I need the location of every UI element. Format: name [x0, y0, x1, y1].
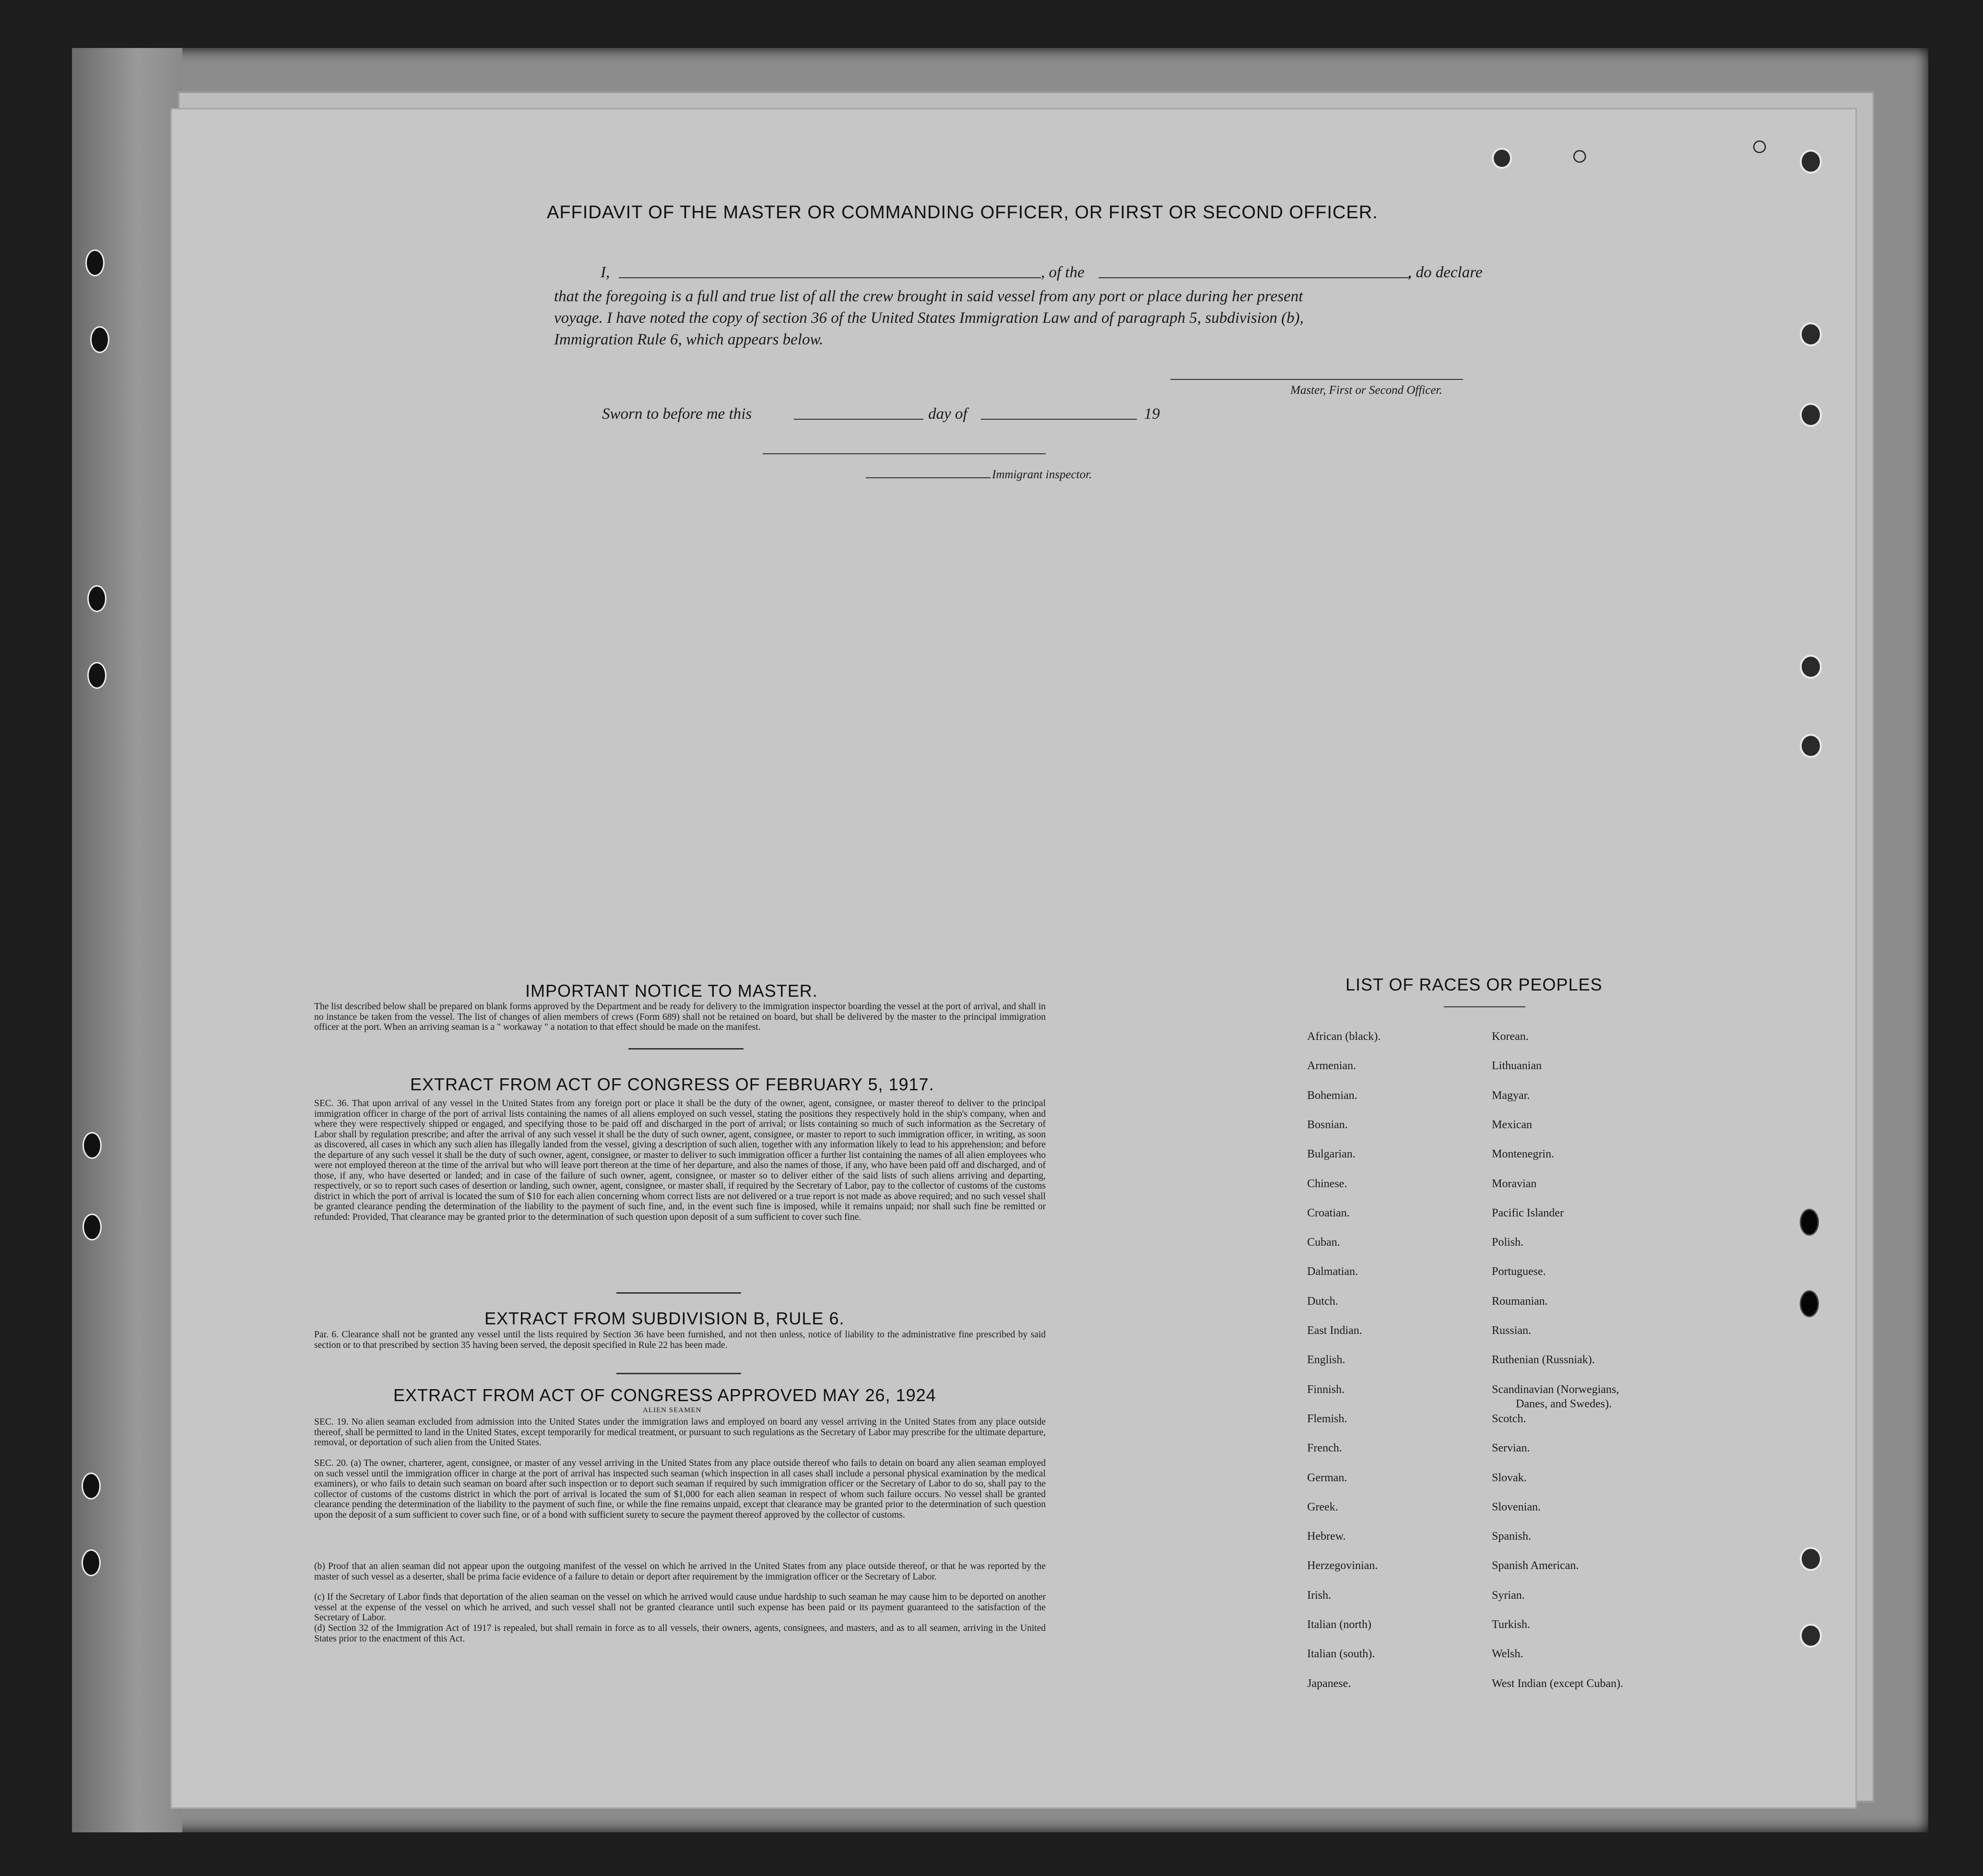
divider [1444, 1006, 1525, 1007]
race-item: English. [1307, 1354, 1346, 1367]
race-item: Danes, and Swedes). [1516, 1397, 1612, 1410]
race-item: Syrian. [1492, 1589, 1525, 1602]
race-item: Slovak. [1492, 1471, 1527, 1484]
sec-20d: (d) Section 32 of the Immigration Act of 1917 is repealed, but shall remain in force as to all vessels, their owners, agents, consignees, and masters, and as to all seamen, arriving in the United States prior to the enactment of this Act. [314, 1623, 1046, 1644]
race-item: Scotch. [1492, 1412, 1526, 1425]
race-item: Japanese. [1307, 1677, 1351, 1690]
binder-hole [82, 1549, 101, 1576]
binder-hole [90, 326, 109, 353]
race-item: Korean. [1492, 1030, 1529, 1043]
punch-hole [1800, 1290, 1819, 1317]
sworn-to-label: Sworn to before me this [602, 405, 752, 423]
race-item: West Indian (except Cuban). [1492, 1677, 1623, 1690]
race-item: Cuban. [1307, 1236, 1340, 1249]
race-item: Mexican [1492, 1118, 1532, 1131]
sec-19: SEC. 19. No alien seaman excluded from admission into the United States under the immigration laws and employed on board any vessel arriving in the United States from any place outside thereof, shall be permitted to land in the United States, except temporarily for medical treatment, or pursuant to such regulations as the Secretary of Labor may prescribe for the ultimate departure, removal, or deportation of such alien from the United States. [314, 1417, 1046, 1448]
sec-20b: (b) Proof that an alien seaman did not appear upon the outgoing manifest of the vessel on which he arrived in the United States from any place outside thereof, or that he was reported by the master of such vessel as a deserter, shall be prima facie evidence of a failure to detain or deport after requirement by the immigration officer or the Secretary of Labor. [314, 1561, 1046, 1582]
race-item: East Indian. [1307, 1324, 1362, 1337]
manifest-page [170, 108, 1857, 1809]
extract-1917-body: SEC. 36. That upon arrival of any vessel in the United States from any foreign port or place it shall be the duty of the owner, agent, consignee, or master thereof to deliver to the principal immigration officer in charge of the port of arrival lists containing the names of all aliens employed on such vessel, stating the positions they respectively hold in the ship's company, when and where they were respectively shipped or engaged, and specifying those to be paid off and discharged in the port of arrival; or lists containing so much of such information as the Secretary of Labor shall by regulation prescribe; and after the arrival of any such vessel it shall be the duty of such owner, agent, consignee, or master to report to such immigration officer, in writing, as soon as discovered, all cases in which any such alien has illegally landed from the vessel, giving a description of such alien, together with any information likely to lead to his apprehension; and before the departure of any such vessel it shall be the duty of such owner, agent, consignee, or master to deliver to such immigration officer a further list containing the names of all alien employees who were not employed thereon at the time of the arrival but who will leave port thereon at the time of her departure, and also the names of those, if any, who have been paid off and discharged, and of those, if any, who have deserted or landed; and in case of the failure of such owner, agent, consignee, or master so to deliver either of the said lists of such aliens arriving and departing, respectively, or so to report such cases of desertion or landing, such owner, agent, consignee, or master shall, if required by the Secretary of Labor, pay to the collector of customs of the customs district in which the port of arrival is located the sum of $10 for each alien concerning whom correct lists are not delivered or a true report is not made as above required; and no such vessel shall be granted clearance pending the determination of the liability to the payment of such fine, and, in the event such fine is imposed, while it remains unpaid; nor shall such fine be remitted or refunded: Provided, That clearance may be granted prior to the determination of such question upon deposit of a sum sufficient to cover such fine. [314, 1098, 1046, 1222]
handwritten-mark: ○ [1751, 130, 1769, 162]
race-item: Chinese. [1307, 1177, 1347, 1190]
name-field-line [619, 277, 1041, 278]
race-item: Italian (north) [1307, 1618, 1371, 1631]
handwritten-mark: ○ [1571, 140, 1589, 171]
race-item: Pacific Islander [1492, 1206, 1564, 1219]
divider [616, 1292, 741, 1294]
binder-hole [82, 1473, 101, 1499]
race-item: Irish. [1307, 1589, 1331, 1602]
binder-hole [87, 662, 106, 689]
race-item: Dutch. [1307, 1295, 1338, 1308]
race-item: Roumanian. [1492, 1295, 1548, 1308]
sec-20a: SEC. 20. (a) The owner, charterer, agent, consignee, or master of any vessel arriving in the United States from any place outside thereof who fails to detain on board any alien seaman employed on such vessel until the immigration officer in charge at the port of arrival has inspected such seaman (which inspection in all cases shall include a personal physical examination by the medical examiners), or who fails to detain such seaman on board after such inspection or to deport such seaman if required by such immigration officer or the Secretary of Labor to do so, shall pay to the collector of customs of the customs district in which the port of arrival is located the sum of $1,000 for each alien seaman in respect of whom such failure occurs. No vessel shall be granted clearance pending the determination of the liability to the payment of such fine, or while the fine remains unpaid, except that clearance may be granted prior to the determination of such question upon the deposit of a sum sufficient to cover such fine, or of a bond with sufficient surety to secure the payment thereof approved by the collector of customs. [314, 1458, 1046, 1520]
race-item: Russian. [1492, 1324, 1532, 1337]
race-item: Finnish. [1307, 1383, 1345, 1396]
race-item: German. [1307, 1471, 1347, 1484]
extract-1924-subtitle: ALIEN SEAMEN [643, 1406, 702, 1414]
race-item: Portuguese. [1492, 1265, 1546, 1278]
punch-hole [1492, 148, 1512, 169]
signature-caption: Master, First or Second Officer. [1290, 384, 1442, 397]
affidavit-line-4: Immigration Rule 6, which appears below. [554, 331, 824, 348]
inspector-caption: Immigrant inspector. [992, 468, 1092, 481]
month-field-line [981, 419, 1137, 420]
binder-hole [83, 1214, 102, 1240]
race-item: Hebrew. [1307, 1530, 1346, 1543]
notice-body: The list described below shall be prepared on blank forms approved by the Department and be ready for delivery to the immigration inspector boarding the vessel at the port of arrival, and shall in no instance be taken from the vessel. The list of changes of alien members of crews (Form 689) shall not be retained on board, but shall be delivered by the master to the principal immigration officer at the port. When an arriving seaman is a " workaway " a notation to that effect should be made on the manifest. [314, 1002, 1046, 1032]
punch-hole [1800, 1547, 1822, 1571]
race-item: Bohemian. [1307, 1089, 1357, 1102]
punch-hole [1800, 1209, 1819, 1236]
binder-hole [83, 1132, 102, 1159]
binder-hole [87, 585, 106, 612]
extract-1917-title: EXTRACT FROM ACT OF CONGRESS OF FEBRUARY 5, 1917. [410, 1074, 934, 1094]
race-item: Bosnian. [1307, 1118, 1348, 1131]
race-item: Magyar. [1492, 1089, 1530, 1102]
notice-title: IMPORTANT NOTICE TO MASTER. [525, 981, 818, 1001]
race-item: Ruthenian (Russniak). [1492, 1354, 1595, 1367]
punch-hole [1800, 734, 1822, 758]
race-item: Slovenian. [1492, 1500, 1541, 1513]
race-item: Moravian [1492, 1177, 1537, 1190]
race-item: Servian. [1492, 1442, 1530, 1455]
affidavit-line-3: voyage. I have noted the copy of section 36 of the United States Immigration Law and of paragraph 5, subdivision (b), [554, 309, 1304, 327]
race-item: Scandinavian (Norwegians, [1492, 1383, 1619, 1396]
race-item: Croatian. [1307, 1206, 1350, 1219]
extract-rule6-body: Par. 6. Clearance shall not be granted any vessel until the lists required by Section 36 have been furnished, and not then unless, notice of liability to the administrative fine prescribed by said section or to that prescribed by section 35 having been served, the deposit specified in Rule 22 has been made. [314, 1330, 1046, 1350]
signature-line [1170, 379, 1463, 380]
race-item: Dalmatian. [1307, 1265, 1358, 1278]
divider [628, 1048, 744, 1050]
sec-20c: (c) If the Secretary of Labor finds that deportation of the alien seaman on the vessel on which he arrived would cause undue hardship to such seaman he may cause him to be deported on another vessel at the expense of the vessel on which he arrived, and such vessel shall not be granted clearance until such expense has been paid or its payment guaranteed to the satisfaction of the Secretary of Labor. [314, 1592, 1046, 1623]
binder-hole [85, 249, 105, 276]
extract-1924-title: EXTRACT FROM ACT OF CONGRESS APPROVED MAY 26, 1924 [393, 1385, 936, 1405]
affidavit-i: I, [601, 264, 610, 281]
affidavit-of-the: , of the [1041, 264, 1085, 281]
race-item: African (black). [1307, 1030, 1381, 1043]
race-item: Bulgarian. [1307, 1148, 1356, 1161]
race-item: Turkish. [1492, 1618, 1530, 1631]
inspector-line-1 [763, 453, 1046, 454]
extract-rule6-title: EXTRACT FROM SUBDIVISION B, RULE 6. [484, 1309, 845, 1328]
year-prefix: 19 [1144, 405, 1160, 423]
punch-hole [1800, 655, 1822, 679]
punch-hole [1800, 403, 1822, 427]
day-field-line [794, 419, 923, 420]
day-of-label: day of [928, 405, 968, 423]
punch-hole [1800, 322, 1822, 346]
race-item: Spanish American. [1492, 1559, 1579, 1572]
inspector-line-2 [866, 477, 991, 478]
punch-hole [1800, 150, 1822, 174]
race-item: Italian (south). [1307, 1648, 1375, 1661]
race-item: Montenegrin. [1492, 1148, 1554, 1161]
vessel-field-line [1098, 277, 1410, 278]
affidavit-line-2: that the foregoing is a full and true list of all the crew brought in said vessel from any port or place during her present [554, 288, 1303, 305]
race-item: Polish. [1492, 1236, 1524, 1249]
race-item: Flemish. [1307, 1412, 1347, 1425]
race-item: Herzegovinian. [1307, 1559, 1378, 1572]
divider [616, 1373, 741, 1374]
race-item: Spanish. [1492, 1530, 1532, 1543]
race-item: Armenian. [1307, 1060, 1356, 1073]
affidavit-title: AFFIDAVIT OF THE MASTER OR COMMANDING OFFICER, OR FIRST OR SECOND OFFICER. [547, 202, 1378, 223]
race-item: Lithuanian [1492, 1060, 1542, 1073]
race-item: French. [1307, 1442, 1342, 1455]
race-item: Greek. [1307, 1500, 1338, 1513]
races-title: LIST OF RACES OR PEOPLES [1346, 975, 1603, 994]
punch-hole [1800, 1624, 1822, 1648]
race-item: Welsh. [1492, 1648, 1523, 1661]
affidavit-do-declare: , do declare [1408, 264, 1483, 281]
